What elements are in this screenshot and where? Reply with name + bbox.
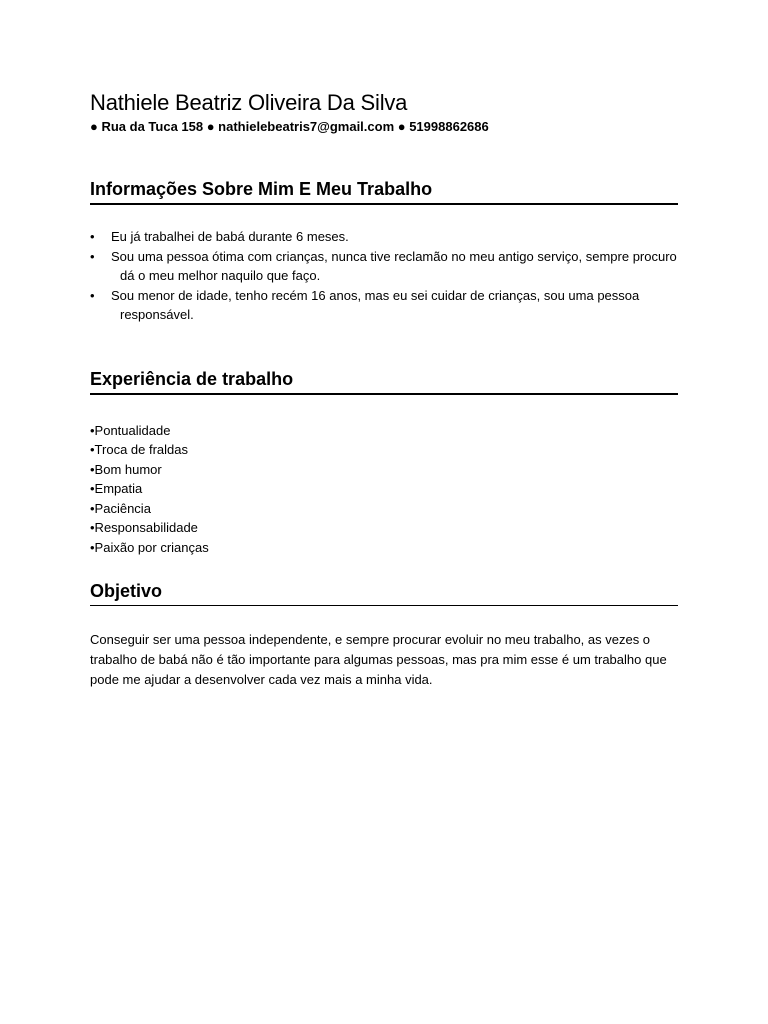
list-item: •Pontualidade [90,422,171,438]
list-item [90,247,678,286]
list-item: •Troca de fraldas [90,442,189,457]
list-item: •Bom humor [90,461,162,477]
section-title-about: Informações Sobre Mim E Meu Trabalho [90,177,678,205]
bullet-icon: • [90,229,95,244]
list-item: •Paciência [90,500,151,516]
list-item [90,227,678,247]
list-item-text: Sou menor de idade, tenho recém 16 anos, mas eu sei cuidar de crianças, sou uma pessoa responsável. [111,287,640,322]
candidate-name: Nathiele Beatriz Oliveira Da Silva [90,90,408,115]
experience-list [90,421,678,558]
list-item: •Empatia [90,481,143,496]
list-item-text: Sou uma pessoa ótima com crianças, nunca tive reclamão no meu antigo serviço, sempre procuro dá o meu melhor naquilo que faço. [111,248,677,283]
list-item [90,286,678,325]
section-title-experience: Experiência de trabalho [90,367,678,395]
bullet-icon: • [90,287,95,303]
about-list [90,227,678,325]
bullet-icon: • [90,248,95,264]
section-title-objective: Objetivo [90,579,678,606]
resume-page [90,88,678,690]
list-item: •Paixão por crianças [90,539,209,555]
objective-text: Conseguir ser uma pessoa independente, e sempre procurar evoluir no meu trabalho, as vezes o trabalho de babá não é tão importante para algumas pessoas, mas pra mim esse é um trabalho que pode me ajudar a desenvolver cada vez mais a minha vida. [90,632,667,687]
list-item-text: Eu já trabalhei de babá durante 6 meses. [111,229,349,244]
list-item: •Responsabilidade [90,520,198,535]
contact-line: ● Rua da Tuca 158 ● nathielebeatris7@gmail.com ● 51998862686 [90,119,489,134]
